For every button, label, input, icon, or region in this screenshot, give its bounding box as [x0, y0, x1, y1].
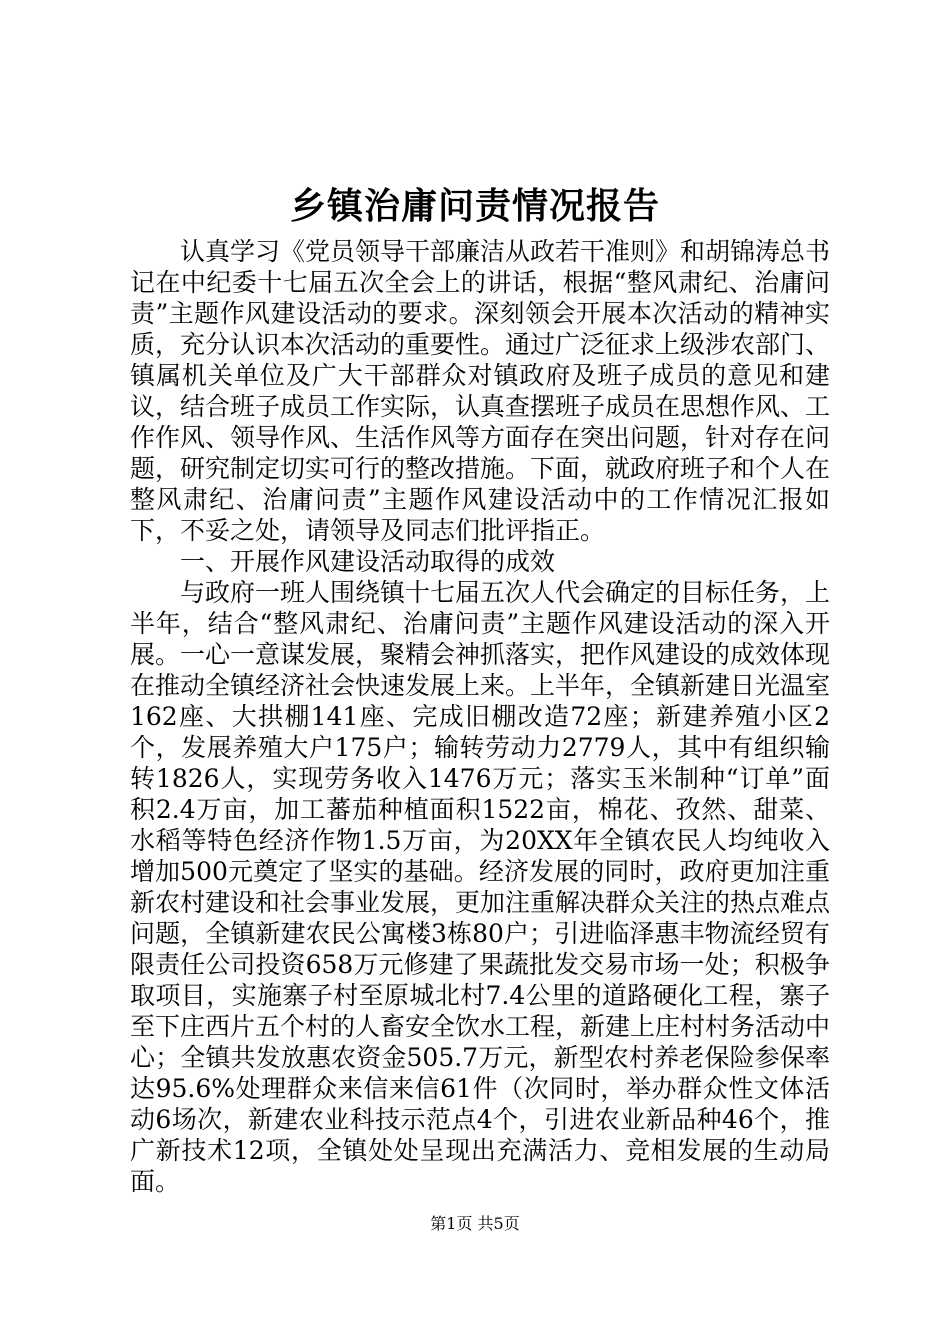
document-body	[130, 236, 830, 1197]
page-number-footer: 第1页 共5页	[430, 1214, 520, 1233]
document-title: 乡镇治庸问责情况报告	[289, 186, 660, 227]
section-heading: 一、开展作风建设活动取得的成效	[180, 547, 556, 576]
paragraph-achievements: 与政府一班人围绕镇十七届五次人代会确定的目标任务，上半年，结合“整风肃纪、治庸问责”主题作风建设活动的深入开展。一心一意谋发展，聚精会神抓落实，把作风建设的成效体现在推动全镇经济社会快速发展上来。上半年，全镇新建日光温室162座、大拱棚141座、完成旧棚改造72座；新建养殖小区2个，发展养殖大户175户；输转劳动力2779人，其中有组织输转1826人，实现劳务收入1476万元；落实玉米制种“订单”面积2.4万亩，加工蕃茄种植面积1522亩，棉花、孜然、甜菜、水稻等特色经济作物1.5万亩，为20XX年全镇农民人均纯收入增加500元奠定了坚实的基础。经济发展的同时，政府更加注重新农村建设和社会事业发展，更加注重解决群众关注的热点难点问题，全镇新建农民公寓楼3栋80户；引进临泽惠丰物流经贸有限责任公司投资658万元修建了果蔬批发交易市场一处；积极争取项目，实施寨子村至原城北村7.4公里的道路硬化工程，寨子至下庄西片五个村的人畜安全饮水工程，新建上庄村村务活动中心；全镇共发放惠农资金505.7万元，新型农村养老保险参保率达95.6%处理群众来信来信61件（次同时，举办群众性文体活动6场次，新建农业科技示范点4个，引进农业新品种46个，推广新技术12项，全镇处处呈现出充满活力、竞相发展的生动局面。	[130, 578, 831, 1196]
paragraph-intro: 认真学习《党员领导干部廉洁从政若干准则》和胡锦涛总书记在中纪委十七届五次全会上的讲话，根据“整风肃纪、治庸问责”主题作风建设活动的要求。深刻领会开展本次活动的精神实质，充分认识本次活动的重要性。通过广泛征求上级涉农部门、镇属机关单位及广大干部群众对镇政府及班子成员的意见和建议，结合班子成员工作实际，认真查摆班子成员在思想作风、工作作风、领导作风、生活作风等方面存在突出问题，针对存在问题，研究制定切实可行的整改措施。下面，就政府班子和个人在整风肃纪、治庸问责”主题作风建设活动中的工作情况汇报如下，不妥之处，请领导及同志们批评指正。	[130, 237, 831, 545]
